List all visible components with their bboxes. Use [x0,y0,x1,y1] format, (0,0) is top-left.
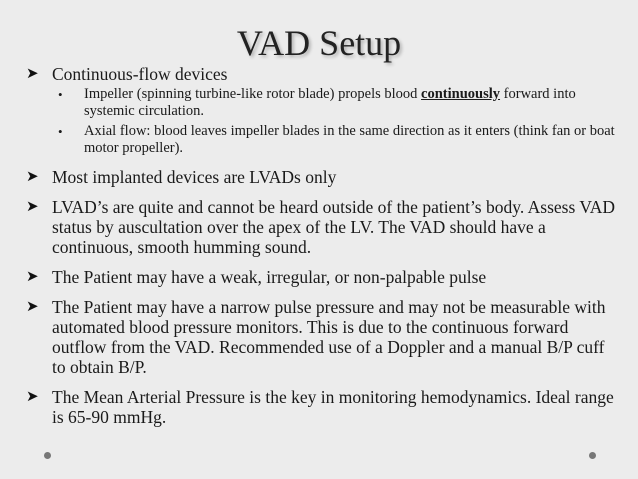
bullet-text: Most implanted devices are LVADs only [52,167,337,187]
arrow-bullet-icon: ➤ [26,169,39,185]
dot-bullet-icon: • [58,87,63,102]
sub-bullet-item [58,86,616,120]
bullet-item [26,267,616,287]
arrow-bullet-icon: ➤ [26,269,39,285]
sub-bullet-text: Axial flow: blood leaves impeller blades in the same direction as it enters (think fan or boat motor propeller). [84,123,615,156]
bullet-text: The Patient may have a narrow pulse pressure and may not be measurable with automated blood pressure monitors. This is due to the continuous forward outflow from the VAD. Recommended use of a Doppler and a manual B/P cuff to obtain B/P. [52,297,606,377]
bullet-item [26,64,616,157]
bullet-text: Continuous-flow devices [52,64,228,84]
slide-title: VAD Setup [236,23,402,63]
left-corner-dot-icon [44,452,51,459]
bullet-item [26,297,616,377]
sub-bullet-text-tail: forward into systemic circulation. [84,86,576,119]
arrow-bullet-icon: ➤ [26,299,39,315]
sub-bullet-text: Impeller (spinning turbine-like rotor blade) propels blood [84,86,422,102]
arrow-bullet-icon: ➤ [26,66,39,82]
sub-bullet-list [58,86,616,157]
bullet-item [26,167,616,187]
bullet-text: LVAD’s are quite and cannot be heard outside of the patient’s body. Assess VAD status by auscultation over the apex of the LV. The VAD should have a continuous, smooth humming sound. [52,197,615,257]
sub-bullet-item [58,123,616,157]
bullet-text: The Patient may have a weak, irregular, or non-palpable pulse [52,267,487,287]
right-corner-dot-icon [589,452,596,459]
arrow-bullet-icon: ➤ [26,389,39,405]
bullet-text: The Mean Arterial Pressure is the key in monitoring hemodynamics. Ideal range is 65-90 mmHg. [52,387,614,427]
bullet-item [26,387,616,427]
bullet-list [26,64,616,437]
bullet-item [26,197,616,257]
arrow-bullet-icon: ➤ [26,199,39,215]
emphasized-text: continuously [421,86,501,102]
dot-bullet-icon: • [58,124,63,139]
